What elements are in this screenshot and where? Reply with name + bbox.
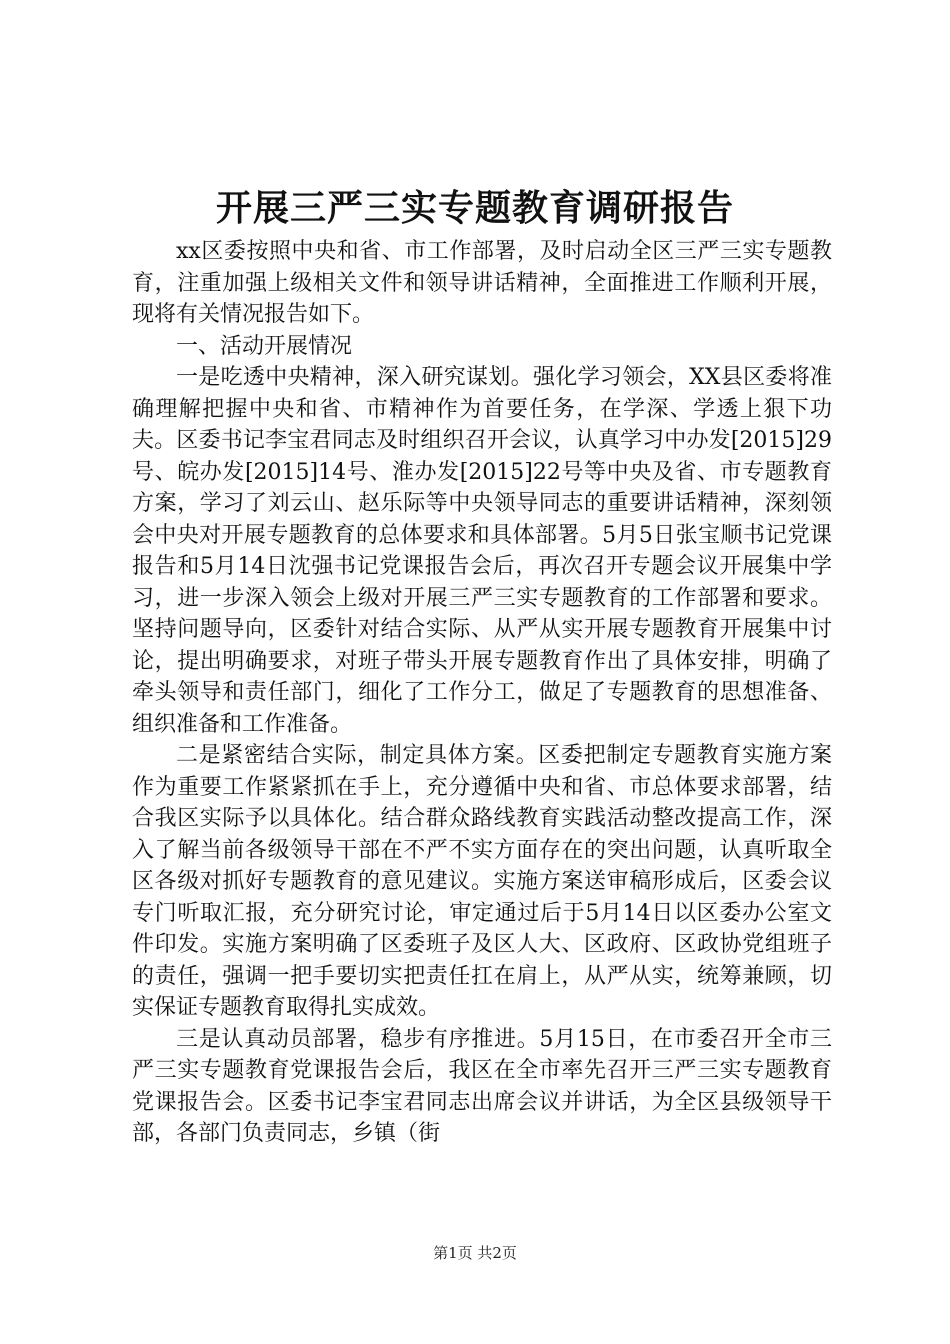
document-title: 开展三严三实专题教育调研报告 [215, 187, 734, 229]
paragraph-item-one: 一是吃透中央精神，深入研究谋划。强化学习领会，XX县区委将准确理解把握中央和省、市精神作为首要任务，在学深、学透上狠下功夫。区委书记李宝君同志及时组织召开会议，认真学习中办发[2015]29号、皖办发[2015]14号、淮办发[2015]22号等中央及省、市专题教育方案，学习了刘云山、赵乐际等中央领导同志的重要讲话精神，深刻领会中央对开展专题教育的总体要求和具体部署。5月5日张宝顺书记党课报告和5月14日沈强书记党课报告会后，再次召开专题会议开展集中学习，进一步深入领会上级对开展三严三实专题教育的工作部署和要求。坚持问题导向，区委针对结合实际、从严从实开展专题教育开展集中讨论，提出明确要求，对班子带头开展专题教育作出了具体安排，明确了牵头领导和责任部门，细化了工作分工，做足了专题教育的思想准备、组织准备和工作准备。 [132, 365, 832, 737]
page-footer: 第1页 共2页 [433, 1244, 517, 1262]
paragraph-item-two: 二是紧密结合实际，制定具体方案。区委把制定专题教育实施方案作为重要工作紧紧抓在手上，充分遵循中央和省、市总体要求部署，结合我区实际予以具体化。结合群众路线教育实践活动整改提高工作，深入了解当前各级领导干部在不严不实方面存在的突出问题，认真听取全区各级对抓好专题教育的意见建议。实施方案送审稿形成后，区委会议专门听取汇报，充分研究讨论，审定通过后于5月14日以区委办公室文件印发。实施方案明确了区委班子及区人大、区政府、区政协党组班子的责任，强调一把手要切实把责任扛在肩上，从严从实，统筹兼顾，切实保证专题教育取得扎实成效。 [132, 743, 832, 1020]
document-body [132, 236, 832, 1150]
paragraph-item-three: 三是认真动员部署，稳步有序推进。5月15日，在市委召开全市三严三实专题教育党课报告会后，我区在全市率先召开三严三实专题教育党课报告会。区委书记李宝君同志出席会议并讲话，为全区县级领导干部，各部门负责同志，乡镇（街 [132, 1026, 832, 1146]
paragraph-intro: xx区委按照中央和省、市工作部署，及时启动全区三严三实专题教育，注重加强上级相关文件和领导讲话精神，全面推进工作顺利开展，现将有关情况报告如下。 [132, 239, 832, 327]
section-heading: 一、活动开展情况 [176, 333, 353, 359]
